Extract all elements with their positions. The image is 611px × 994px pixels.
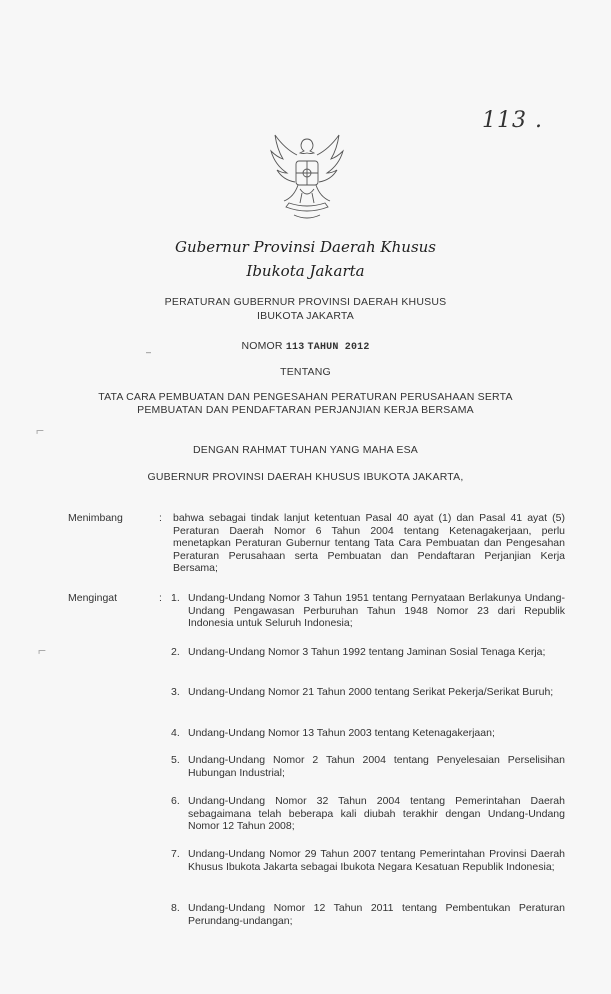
subject-line1: TATA CARA PEMBUATAN DAN PENGESAHAN PERATURAN PERUSAHAAN SERTA <box>98 391 513 403</box>
subject-line2: PEMBUATAN DAN PENDAFTARAN PERJANJIAN KERJA BERSAMA <box>137 404 474 416</box>
margin-mark-icon: ⌐ <box>36 422 45 438</box>
tahun-label: TAHUN 2012 <box>307 342 370 353</box>
menimbang-label: Menimbang <box>68 512 123 524</box>
list-item-text: Undang-Undang Nomor 29 Tahun 2007 tentang Pemerintahan Provinsi Daerah Khusus Ibukota Jakarta sebagai Ibukota Negara Kesatuan Republik Indonesia; <box>188 848 565 873</box>
list-item-number: 7. <box>171 848 180 860</box>
tentang-heading: TENTANG <box>280 366 331 378</box>
list-item-text: Undang-Undang Nomor 3 Tahun 1992 tentang Jaminan Sosial Tenaga Kerja; <box>188 646 546 658</box>
scan-mark: – <box>146 347 152 357</box>
list-item-text: Undang-Undang Nomor 32 Tahun 2004 tentang Pemerintahan Daerah sebagaimana telah beberapa kali diubah terakhir dengan Undang-Undang Nomor 12 Tahun 2008; <box>188 795 565 832</box>
menimbang-text: bahwa sebagai tindak lanjut ketentuan Pasal 40 ayat (1) dan Pasal 41 ayat (5) Peraturan Daerah Nomor 6 Tahun 2004 tentang Ketenagakerjaan, perlu menetapkan Peraturan Gubernur tentang Tata Cara Pembuatan dan Pengesahan Peraturan Perusahaan serta Pembuatan dan Pendaftaran Perjanjian Kerja Bersama; <box>173 512 565 574</box>
script-title-line2: Ibukota Jakarta <box>246 262 365 280</box>
list-item-number: 1. <box>171 592 180 604</box>
list-item-number: 5. <box>171 754 180 766</box>
handwritten-number: 113 . <box>482 108 543 133</box>
list-item-text: Undang-Undang Nomor 21 Tahun 2000 tentang Serikat Pekerja/Serikat Buruh; <box>188 686 554 698</box>
regulation-title-line2: IBUKOTA JAKARTA <box>257 310 354 322</box>
list-item-number: 6. <box>171 795 180 807</box>
mengingat-label: Mengingat <box>68 592 118 604</box>
list-item-number: 2. <box>171 646 180 658</box>
margin-mark-icon: ⌐ <box>38 642 47 658</box>
regulation-number <box>0 340 611 353</box>
list-item-text: Undang-Undang Nomor 13 Tahun 2003 tentang Ketenagakerjaan; <box>188 727 495 739</box>
menimbang-colon: : <box>159 512 162 524</box>
list-item-number: 8. <box>171 902 180 914</box>
governor-line: GUBERNUR PROVINSI DAERAH KHUSUS IBUKOTA JAKARTA, <box>147 471 464 483</box>
nomor-label: NOMOR <box>241 340 283 352</box>
rahmat-line: DENGAN RAHMAT TUHAN YANG MAHA ESA <box>192 444 418 456</box>
regulation-title-line1: PERATURAN GUBERNUR PROVINSI DAERAH KHUSUS <box>164 296 447 308</box>
list-item-number: 3. <box>171 686 180 698</box>
garuda-emblem-icon <box>264 133 350 225</box>
script-title-line1: Gubernur Provinsi Daerah Khusus <box>174 238 436 256</box>
mengingat-colon: : <box>159 592 162 604</box>
list-item-text: Undang-Undang Nomor 12 Tahun 2011 tentang Pembentukan Peraturan Perundang-undangan; <box>188 902 565 927</box>
nomor-value: 113 <box>285 342 305 353</box>
list-item-number: 4. <box>171 727 180 739</box>
list-item-text: Undang-Undang Nomor 2 Tahun 2004 tentang Penyelesaian Perselisihan Hubungan Industrial; <box>188 754 565 779</box>
list-item-text: Undang-Undang Nomor 3 Tahun 1951 tentang Pernyataan Berlakunya Undang-Undang Pengawasan Perburuhan Tahun 1948 Nomor 23 dari Republik Indonesia untuk Seluruh Indonesia; <box>188 592 565 629</box>
